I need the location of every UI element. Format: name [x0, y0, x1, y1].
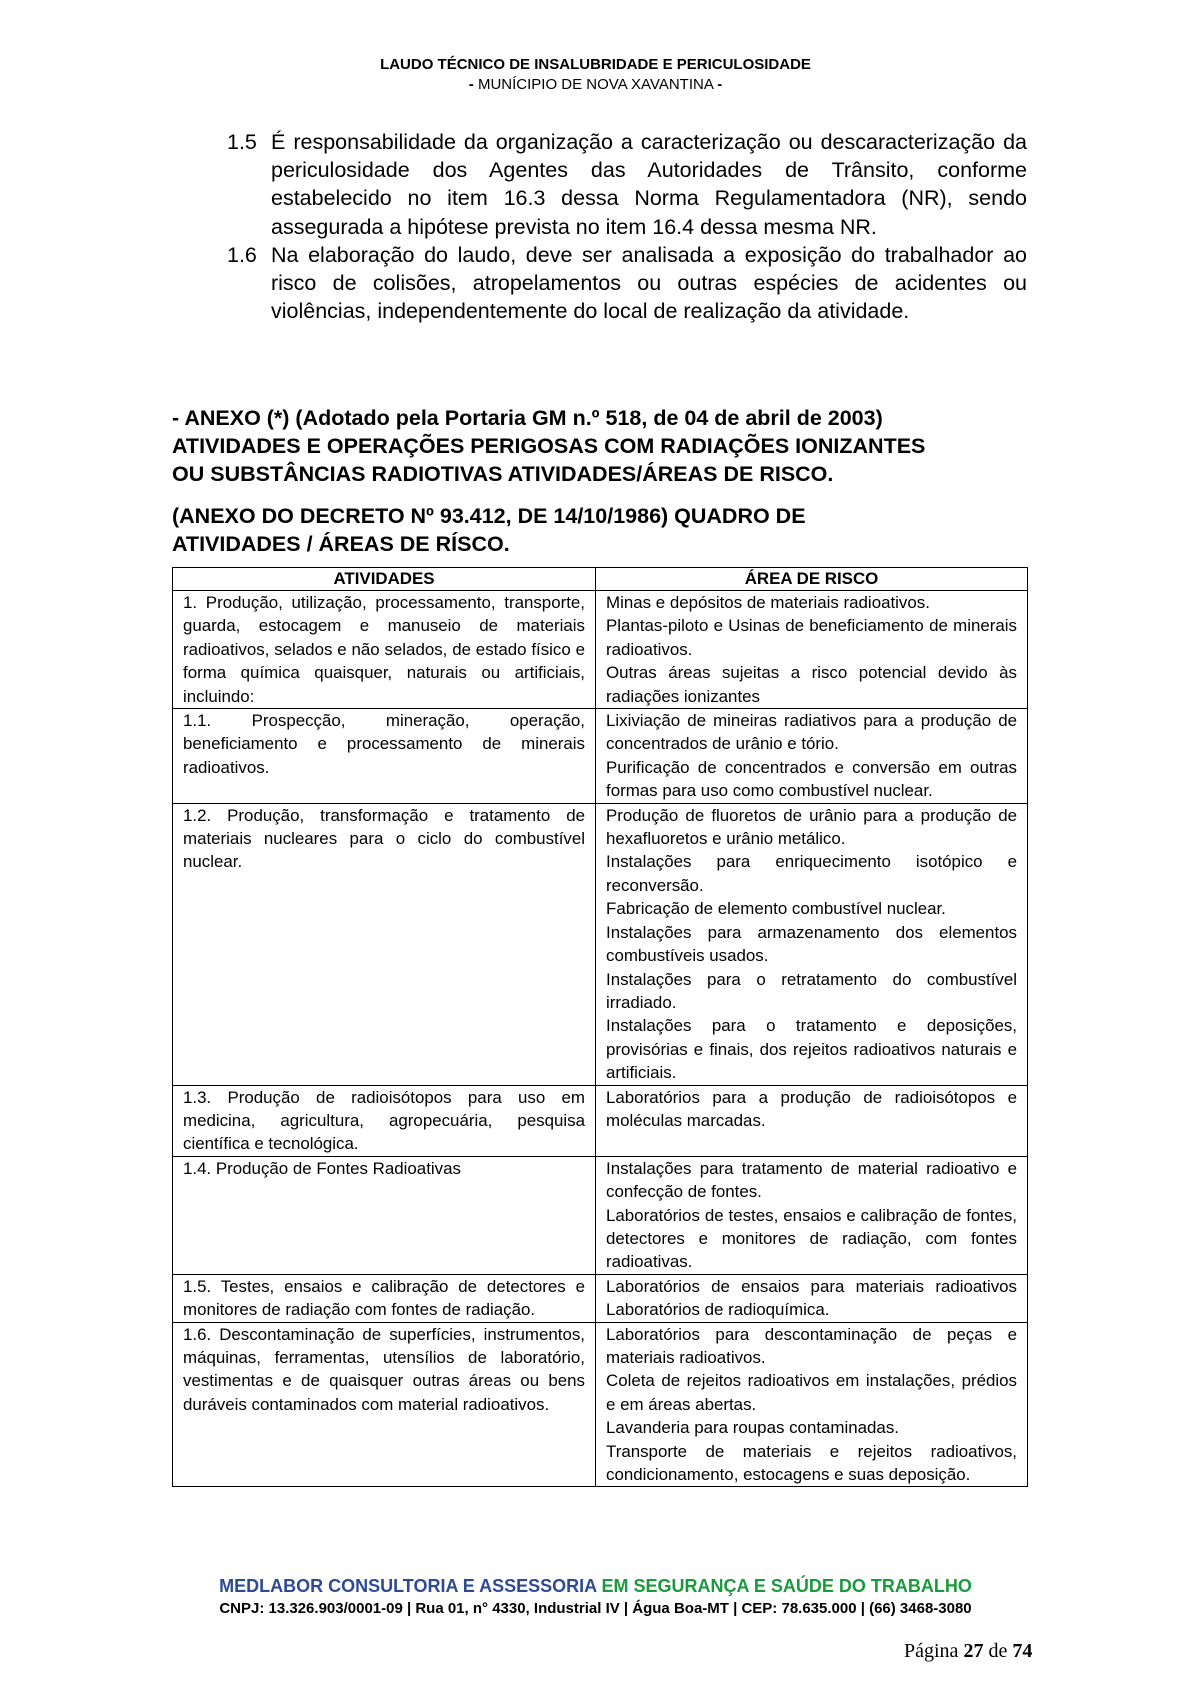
- annex-line: - ANEXO (*) (Adotado pela Portaria GM n.º 518, de 04 de abril de 2003): [172, 406, 883, 430]
- risk-area-entry: Laboratórios de testes, ensaios e calibração de fontes, detectores e monitores de radiação, com fontes radioativas.: [606, 1205, 1017, 1272]
- activity-cell: 1.6. Descontaminação de superfícies, instrumentos, máquinas, ferramentas, utensílios de laboratório, vestimentas e de quaisquer outras áreas ou bens duráveis contaminados com material radioativos.: [173, 1322, 596, 1487]
- risk-area-cell: [596, 591, 1028, 709]
- risk-area-entry: Laboratórios para descontaminação de peças e materiais radioativos.: [606, 1324, 1017, 1367]
- table-header-row: [173, 568, 1028, 591]
- document-footer: [0, 1574, 1191, 1620]
- page-number: Página 27 de 74: [904, 1640, 1033, 1662]
- annex-line: ATIVIDADES / ÁREAS DE RÍSCO.: [172, 532, 510, 556]
- item-number: 1.5: [227, 130, 257, 154]
- risk-area-entry: Lavanderia para roupas contaminadas.: [606, 1418, 899, 1438]
- annex-heading: [172, 404, 1032, 558]
- item-1-6: [227, 241, 1027, 326]
- risk-area-entry: Instalações para tratamento de material radioativo e confecção de fontes.: [606, 1158, 1017, 1202]
- activity-cell: 1.1. Prospecção, mineração, operação, beneficiamento e processamento de minerais radioativos.: [173, 709, 596, 804]
- risk-area-cell: [596, 1274, 1028, 1322]
- item-text: Na elaboração do laudo, deve ser analisada a exposição do trabalhador ao risco de colisões, atropelamentos ou outras espécies de acidentes ou violências, independentemente do local de realização da atividade.: [271, 242, 1027, 324]
- table-row: [173, 1085, 1028, 1156]
- company-name-green: EM SEGURANÇA E SAÚDE DO TRABALHO: [601, 1576, 972, 1596]
- risk-area-entry: Instalações para armazenamento dos elementos combustíveis usados.: [606, 922, 1017, 966]
- table-body: [173, 591, 1028, 1487]
- risk-area-entry: Lixiviação de mineiras radiativos para a produção de concentrados de urânio e tório.: [606, 711, 1017, 754]
- risk-area-entry: Transporte de materiais e rejeitos radioativos, condicionamento, estocagens e suas deposição.: [606, 1441, 1017, 1485]
- activity-cell: 1.3. Produção de radioisótopos para uso em medicina, agricultura, agropecuária, pesquisa científica e tecnológica.: [173, 1085, 596, 1156]
- table-row: [173, 709, 1028, 804]
- risk-area-cell: [596, 1156, 1028, 1274]
- document-header: [0, 55, 1191, 95]
- item-text: É responsabilidade da organização a caracterização ou descaracterização da periculosidade dos Agentes das Autoridades de Trânsito, conforme estabelecido no item 16.3 dessa Norma Regulamentadora (NR), sendo assegurada a hipótese prevista no item 16.4 dessa mesma NR.: [271, 130, 1027, 239]
- activity-cell: 1.4. Produção de Fontes Radioativas: [173, 1156, 596, 1274]
- table-row: [173, 591, 1028, 709]
- risk-area-cell: [596, 1085, 1028, 1156]
- risk-area-entry: Plantas-piloto e Usinas de beneficiamento de minerais radioativos.: [606, 616, 1017, 659]
- risk-area-entry: Laboratórios de ensaios para materiais radioativos Laboratórios de radioquímica.: [606, 1276, 1017, 1320]
- risk-area-cell: [596, 709, 1028, 804]
- activity-cell: 1.5. Testes, ensaios e calibração de detectores e monitores de radiação com fontes de radiação.: [173, 1274, 596, 1322]
- risk-area-entry: Fabricação de elemento combustível nuclear.: [606, 899, 946, 919]
- company-name-blue: MEDLABOR CONSULTORIA E ASSESSORIA: [219, 1576, 597, 1596]
- activity-cell: 1. Produção, utilização, processamento, transporte, guarda, estocagem e manuseio de materiais radioativos, selados e não selados, de estado físico e forma química quaisquer, naturais ou artificiais, incluindo:: [173, 591, 596, 709]
- numbered-items: [227, 128, 1027, 325]
- risk-area-entry: Outras áreas sujeitas a risco potencial devido às radiações ionizantes: [606, 663, 1017, 706]
- document-subtitle: - MUNÍCIPIO DE NOVA XAVANTINA -: [468, 76, 723, 93]
- item-1-5: [227, 128, 1027, 241]
- annex-line: (ANEXO DO DECRETO Nº 93.412, DE 14/10/1986) QUADRO DE: [172, 504, 806, 528]
- table-row: [173, 1322, 1028, 1487]
- risk-area-entry: Instalações para o retratamento do combustível irradiado.: [606, 969, 1017, 1012]
- risk-area-entry: Produção de fluoretos de urânio para a produção de hexafluoretos e urânio metálico.: [606, 805, 1017, 849]
- column-header-activities: ATIVIDADES: [173, 568, 596, 591]
- risk-areas-table: [172, 567, 1028, 1487]
- item-number: 1.6: [227, 242, 257, 267]
- risk-area-entry: Coleta de rejeitos radioativos em instalações, prédios e em áreas abertas.: [606, 1371, 1017, 1414]
- annex-line: ATIVIDADES E OPERAÇÕES PERIGOSAS COM RADIAÇÕES IONIZANTES: [172, 434, 926, 458]
- activity-cell: 1.2. Produção, transformação e tratamento de materiais nucleares para o ciclo do combustível nuclear.: [173, 803, 596, 1085]
- risk-area-entry: Instalações para o tratamento e deposições, provisórias e finais, dos rejeitos radioativos naturais e artificiais.: [606, 1016, 1017, 1083]
- table-row: [173, 1156, 1028, 1274]
- risk-area-cell: [596, 1322, 1028, 1487]
- column-header-risk-area: ÁREA DE RISCO: [596, 568, 1028, 591]
- table-row: [173, 1274, 1028, 1322]
- company-address: CNPJ: 13.326.903/0001-09 | Rua 01, n° 4330, Industrial IV | Água Boa-MT | CEP: 78.635.000 | (66) 3468-3080: [219, 1600, 972, 1617]
- annex-line: OU SUBSTÂNCIAS RADIOTIVAS ATIVIDADES/ÁREAS DE RISCO.: [172, 462, 834, 486]
- risk-area-cell: [596, 803, 1028, 1085]
- document-title: LAUDO TÉCNICO DE INSALUBRIDADE E PERICULOSIDADE: [380, 56, 811, 73]
- risk-area-entry: Purificação de concentrados e conversão em outras formas para uso como combustível nuclear.: [606, 757, 1017, 801]
- risk-area-entry: Minas e depósitos de materiais radioativos.: [606, 593, 930, 612]
- risk-area-entry: Instalações para enriquecimento isotópico e reconversão.: [606, 852, 1017, 895]
- table-row: [173, 803, 1028, 1085]
- company-name: [0, 1574, 1191, 1598]
- risk-area-entry: Laboratórios para a produção de radioisótopos e moléculas marcadas.: [606, 1087, 1017, 1130]
